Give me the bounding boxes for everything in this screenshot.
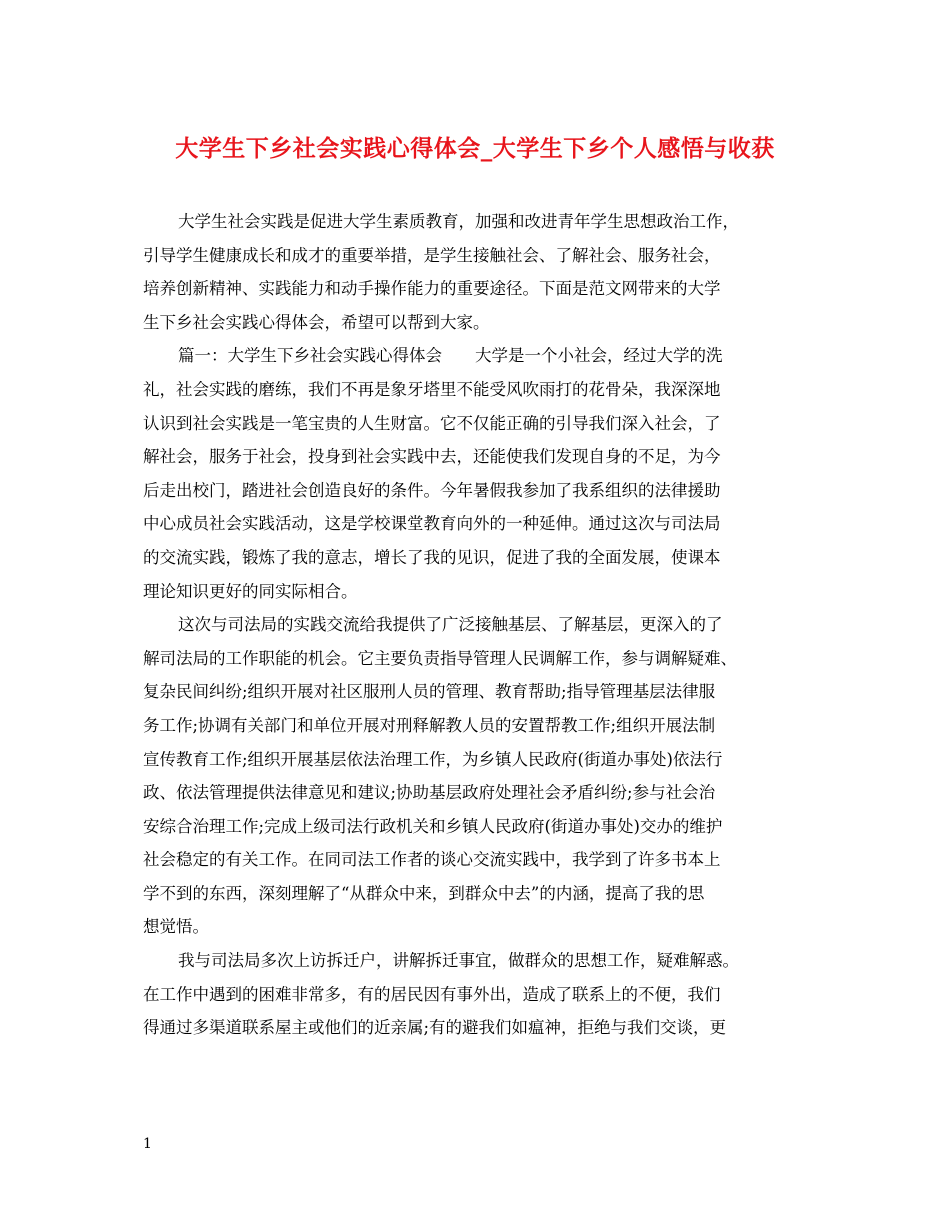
text-line: 学不到的东西，深刻理解了“从群众中来，到群众中去”的内涵，提高了我的思	[143, 883, 705, 903]
document-body	[143, 205, 815, 1045]
text-line: 政、依法管理提供法律意见和建议;协助基层政府处理社会矛盾纠纷;参与社会治	[143, 783, 716, 803]
text-line: 复杂民间纠纷;组织开展对社区服刑人员的管理、教育帮助;指导管理基层法律服	[143, 682, 716, 702]
text-line: 培养创新精神、实践能力和动手操作能力的重要途径。下面是范文网带来的大学	[143, 279, 721, 299]
text-line: 得通过多渠道联系屋主或他们的近亲属;有的避我们如瘟神，拒绝与我们交谈，更	[143, 1018, 727, 1038]
text-line: 我与司法局多次上访拆迁户，讲解拆迁事宜，做群众的思想工作，疑难解惑。	[178, 951, 739, 971]
text-line: 在工作中遇到的困难非常多，有的居民因有事外出，造成了联系上的不便，我们	[143, 984, 721, 1004]
text-line: 务工作;协调有关部门和单位开展对刑释解教人员的安置帮教工作;组织开展法制	[143, 715, 716, 735]
text-line: 引导学生健康成长和成才的重要举措，是学生接触社会、了解社会、服务社会，	[143, 245, 721, 265]
text-line: 后走出校门，踏进社会创造良好的条件。今年暑假我参加了我系组织的法律援助	[143, 480, 721, 500]
text-line: 解司法局的工作职能的机会。它主要负责指导管理人民调解工作，参与调解疑难、	[143, 648, 737, 668]
document-title: 大学生下乡社会实践心得体会_大学生下乡个人感悟与收获	[175, 135, 775, 162]
text-line: 礼，社会实践的磨练，我们不再是象牙塔里不能受风吹雨打的花骨朵，我深深地	[143, 379, 721, 399]
text-line: 理论知识更好的同实际相合。	[143, 581, 358, 601]
text-line: 篇一：大学生下乡社会实践心得体会 大学是一个小社会，经过大学的洗	[178, 346, 723, 366]
text-line: 中心成员社会实践活动，这是学校课堂教育向外的一种延伸。通过这次与司法局	[143, 514, 721, 534]
text-line: 的交流实践，锻炼了我的意志，增长了我的见识，促进了我的全面发展，使课本	[143, 547, 721, 567]
text-line: 社会稳定的有关工作。在同司法工作者的谈心交流实践中，我学到了许多书本上	[143, 850, 721, 870]
page-number: 1	[143, 1136, 152, 1152]
text-line: 宣传教育工作;组织开展基层依法治理工作，为乡镇人民政府(街道办事处)依法行	[143, 749, 723, 769]
text-line: 这次与司法局的实践交流给我提供了广泛接触基层、了解基层，更深入的了	[178, 615, 723, 635]
text-line: 安综合治理工作;完成上级司法行政机关和乡镇人民政府(街道办事处)交办的维护	[143, 816, 723, 836]
text-line: 大学生社会实践是促进大学生素质教育，加强和改进青年学生思想政治工作，	[178, 212, 739, 231]
text-line: 认识到社会实践是一笔宝贵的人生财富。它不仅能正确的引导我们深入社会，了	[143, 413, 721, 433]
text-line: 生下乡社会实践心得体会，希望可以帮到大家。	[143, 312, 490, 332]
text-line: 想觉悟。	[143, 917, 209, 937]
text-line: 解社会，服务于社会，投身到社会实践中去，还能使我们发现自身的不足，为今	[143, 447, 721, 467]
